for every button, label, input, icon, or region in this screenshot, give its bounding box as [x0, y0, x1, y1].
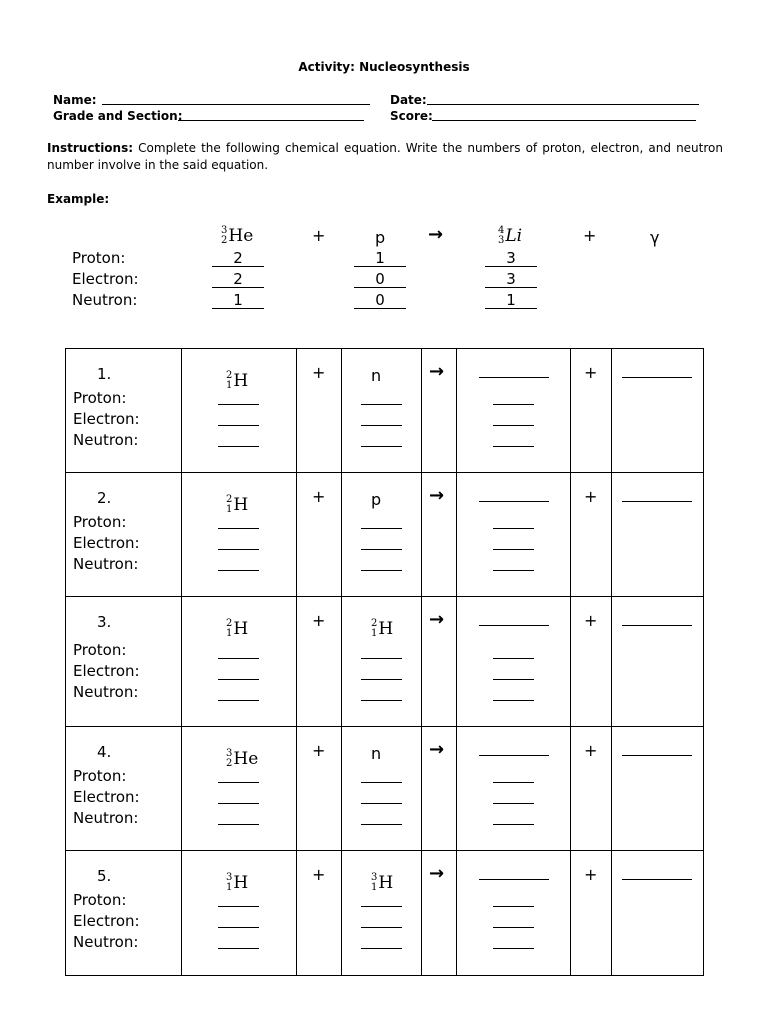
proton-label: Proton: — [73, 389, 127, 407]
example-label: Example: — [47, 192, 110, 206]
electron-label: Electron: — [73, 912, 140, 930]
reaction-arrow: → — [429, 863, 445, 884]
plus-sign: + — [312, 487, 326, 506]
electron-label: Electron: — [73, 662, 140, 680]
reactant2-nuclide: 3 1 H — [371, 872, 394, 893]
proton-label: Proton: — [73, 513, 127, 531]
answer-blank[interactable] — [493, 446, 534, 447]
answer-blank[interactable] — [493, 700, 534, 701]
name-field[interactable] — [102, 104, 370, 105]
answer-blank[interactable] — [361, 700, 402, 701]
neutron-label: Neutron: — [73, 431, 139, 449]
instructions-text: Complete the following chemical equation. Write the numbers of proton, electron, and neutron number involve in the said equation. — [47, 141, 723, 172]
example-product2: γ — [650, 228, 660, 247]
example-neutron-r1: 1 — [212, 292, 264, 309]
example-proton-p1: 3 — [485, 250, 537, 267]
answer-blank[interactable] — [361, 549, 402, 550]
reaction-arrow: → — [429, 609, 445, 630]
answer-blank[interactable] — [493, 679, 534, 680]
problem-row — [66, 473, 704, 597]
answer-blank[interactable] — [493, 782, 534, 783]
product2-blank[interactable] — [622, 377, 692, 378]
answer-blank[interactable] — [493, 906, 534, 907]
problems-table — [65, 348, 704, 976]
problem-number: 3. — [97, 613, 112, 631]
reactant1-nuclide: 2 1 H — [226, 494, 249, 515]
product1-blank[interactable] — [479, 501, 549, 502]
answer-blank[interactable] — [361, 404, 402, 405]
answer-blank[interactable] — [361, 425, 402, 426]
page-title: Activity: Nucleosynthesis — [298, 60, 470, 74]
instructions-label: Instructions: — [47, 141, 134, 155]
plus-sign: + — [312, 865, 326, 884]
reactant1-nuclide: 3 2 He — [226, 748, 259, 769]
neutron-label: Neutron: — [73, 933, 139, 951]
proton-label: Proton: — [73, 641, 127, 659]
instructions — [47, 140, 723, 174]
date-label: Date: — [390, 93, 427, 107]
problem-number: 4. — [97, 743, 112, 761]
reactant1-nuclide: 3 1 H — [226, 872, 249, 893]
answer-blank[interactable] — [361, 803, 402, 804]
problem-number: 5. — [97, 867, 112, 885]
answer-blank[interactable] — [493, 927, 534, 928]
example-plus-2: + — [583, 226, 597, 245]
example-neutron-p1: 1 — [485, 292, 537, 309]
answer-blank[interactable] — [361, 824, 402, 825]
example-electron-p1: 3 — [485, 271, 537, 288]
example-product1: 4 3 Li — [498, 225, 523, 246]
answer-blank[interactable] — [493, 404, 534, 405]
reactant2-symbol: p — [371, 490, 382, 509]
score-field[interactable] — [432, 120, 696, 121]
answer-blank[interactable] — [218, 528, 259, 529]
answer-blank[interactable] — [218, 782, 259, 783]
answer-blank[interactable] — [361, 446, 402, 447]
plus-sign: + — [584, 865, 598, 884]
answer-blank[interactable] — [218, 658, 259, 659]
plus-sign: + — [312, 741, 326, 760]
answer-blank[interactable] — [361, 948, 402, 949]
problem-row — [66, 851, 704, 976]
answer-blank[interactable] — [493, 425, 534, 426]
problem-row — [66, 349, 704, 473]
answer-blank[interactable] — [361, 782, 402, 783]
neutron-label: Neutron: — [73, 555, 139, 573]
answer-blank[interactable] — [218, 549, 259, 550]
answer-blank[interactable] — [361, 658, 402, 659]
reactant2-symbol: n — [371, 366, 382, 385]
answer-blank[interactable] — [493, 824, 534, 825]
date-field[interactable] — [427, 104, 699, 105]
grade-section-label: Grade and Section: — [53, 109, 183, 123]
answer-blank[interactable] — [218, 446, 259, 447]
reactant2-symbol: n — [371, 744, 382, 763]
name-label: Name: — [53, 93, 97, 107]
answer-blank[interactable] — [361, 528, 402, 529]
problem-row — [66, 597, 704, 727]
problem-row — [66, 727, 704, 851]
answer-blank[interactable] — [218, 948, 259, 949]
product1-blank[interactable] — [479, 625, 549, 626]
answer-blank[interactable] — [493, 948, 534, 949]
answer-blank[interactable] — [218, 679, 259, 680]
proton-label: Proton: — [73, 891, 127, 909]
product2-blank[interactable] — [622, 501, 692, 502]
problem-number: 1. — [97, 365, 112, 383]
proton-label: Proton: — [73, 767, 127, 785]
answer-blank[interactable] — [361, 679, 402, 680]
score-label: Score: — [390, 109, 433, 123]
answer-blank[interactable] — [218, 906, 259, 907]
example-electron-r2: 0 — [354, 271, 406, 288]
example-proton-r2: 1 — [354, 250, 406, 267]
grade-section-field[interactable] — [178, 120, 364, 121]
example-arrow: → — [428, 224, 444, 245]
example-plus-1: + — [312, 226, 326, 245]
example-reactant1: 3 2 He — [221, 225, 254, 246]
answer-blank[interactable] — [218, 700, 259, 701]
electron-label: Electron: — [73, 534, 140, 552]
answer-blank[interactable] — [218, 404, 259, 405]
example-neutron-label: Neutron: — [72, 291, 138, 309]
reaction-arrow: → — [429, 739, 445, 760]
product2-blank[interactable] — [622, 879, 692, 880]
example-electron-label: Electron: — [72, 270, 139, 288]
reactant1-nuclide: 2 1 H — [226, 618, 249, 639]
answer-blank[interactable] — [218, 927, 259, 928]
plus-sign: + — [584, 487, 598, 506]
answer-blank[interactable] — [218, 570, 259, 571]
neutron-label: Neutron: — [73, 683, 139, 701]
example-electron-r1: 2 — [212, 271, 264, 288]
plus-sign: + — [584, 611, 598, 630]
answer-blank[interactable] — [361, 570, 402, 571]
electron-label: Electron: — [73, 410, 140, 428]
answer-blank[interactable] — [361, 927, 402, 928]
reaction-arrow: → — [429, 361, 445, 382]
electron-label: Electron: — [73, 788, 140, 806]
answer-blank[interactable] — [493, 528, 534, 529]
example-reactant2: p — [375, 228, 386, 247]
answer-blank[interactable] — [493, 803, 534, 804]
example-proton-label: Proton: — [72, 249, 126, 267]
problem-number: 2. — [97, 489, 112, 507]
example-proton-r1: 2 — [212, 250, 264, 267]
answer-blank[interactable] — [361, 906, 402, 907]
product1-blank[interactable] — [479, 377, 549, 378]
answer-blank[interactable] — [493, 658, 534, 659]
answer-blank[interactable] — [493, 570, 534, 571]
product1-blank[interactable] — [479, 755, 549, 756]
product2-blank[interactable] — [622, 625, 692, 626]
product1-blank[interactable] — [479, 879, 549, 880]
reaction-arrow: → — [429, 485, 445, 506]
example-neutron-r2: 0 — [354, 292, 406, 309]
plus-sign: + — [312, 611, 326, 630]
neutron-label: Neutron: — [73, 809, 139, 827]
plus-sign: + — [584, 363, 598, 382]
answer-blank[interactable] — [218, 803, 259, 804]
answer-blank[interactable] — [218, 425, 259, 426]
answer-blank[interactable] — [218, 824, 259, 825]
product2-blank[interactable] — [622, 755, 692, 756]
plus-sign: + — [312, 363, 326, 382]
reactant2-nuclide: 2 1 H — [371, 618, 394, 639]
reactant1-nuclide: 2 1 H — [226, 370, 249, 391]
plus-sign: + — [584, 741, 598, 760]
answer-blank[interactable] — [493, 549, 534, 550]
